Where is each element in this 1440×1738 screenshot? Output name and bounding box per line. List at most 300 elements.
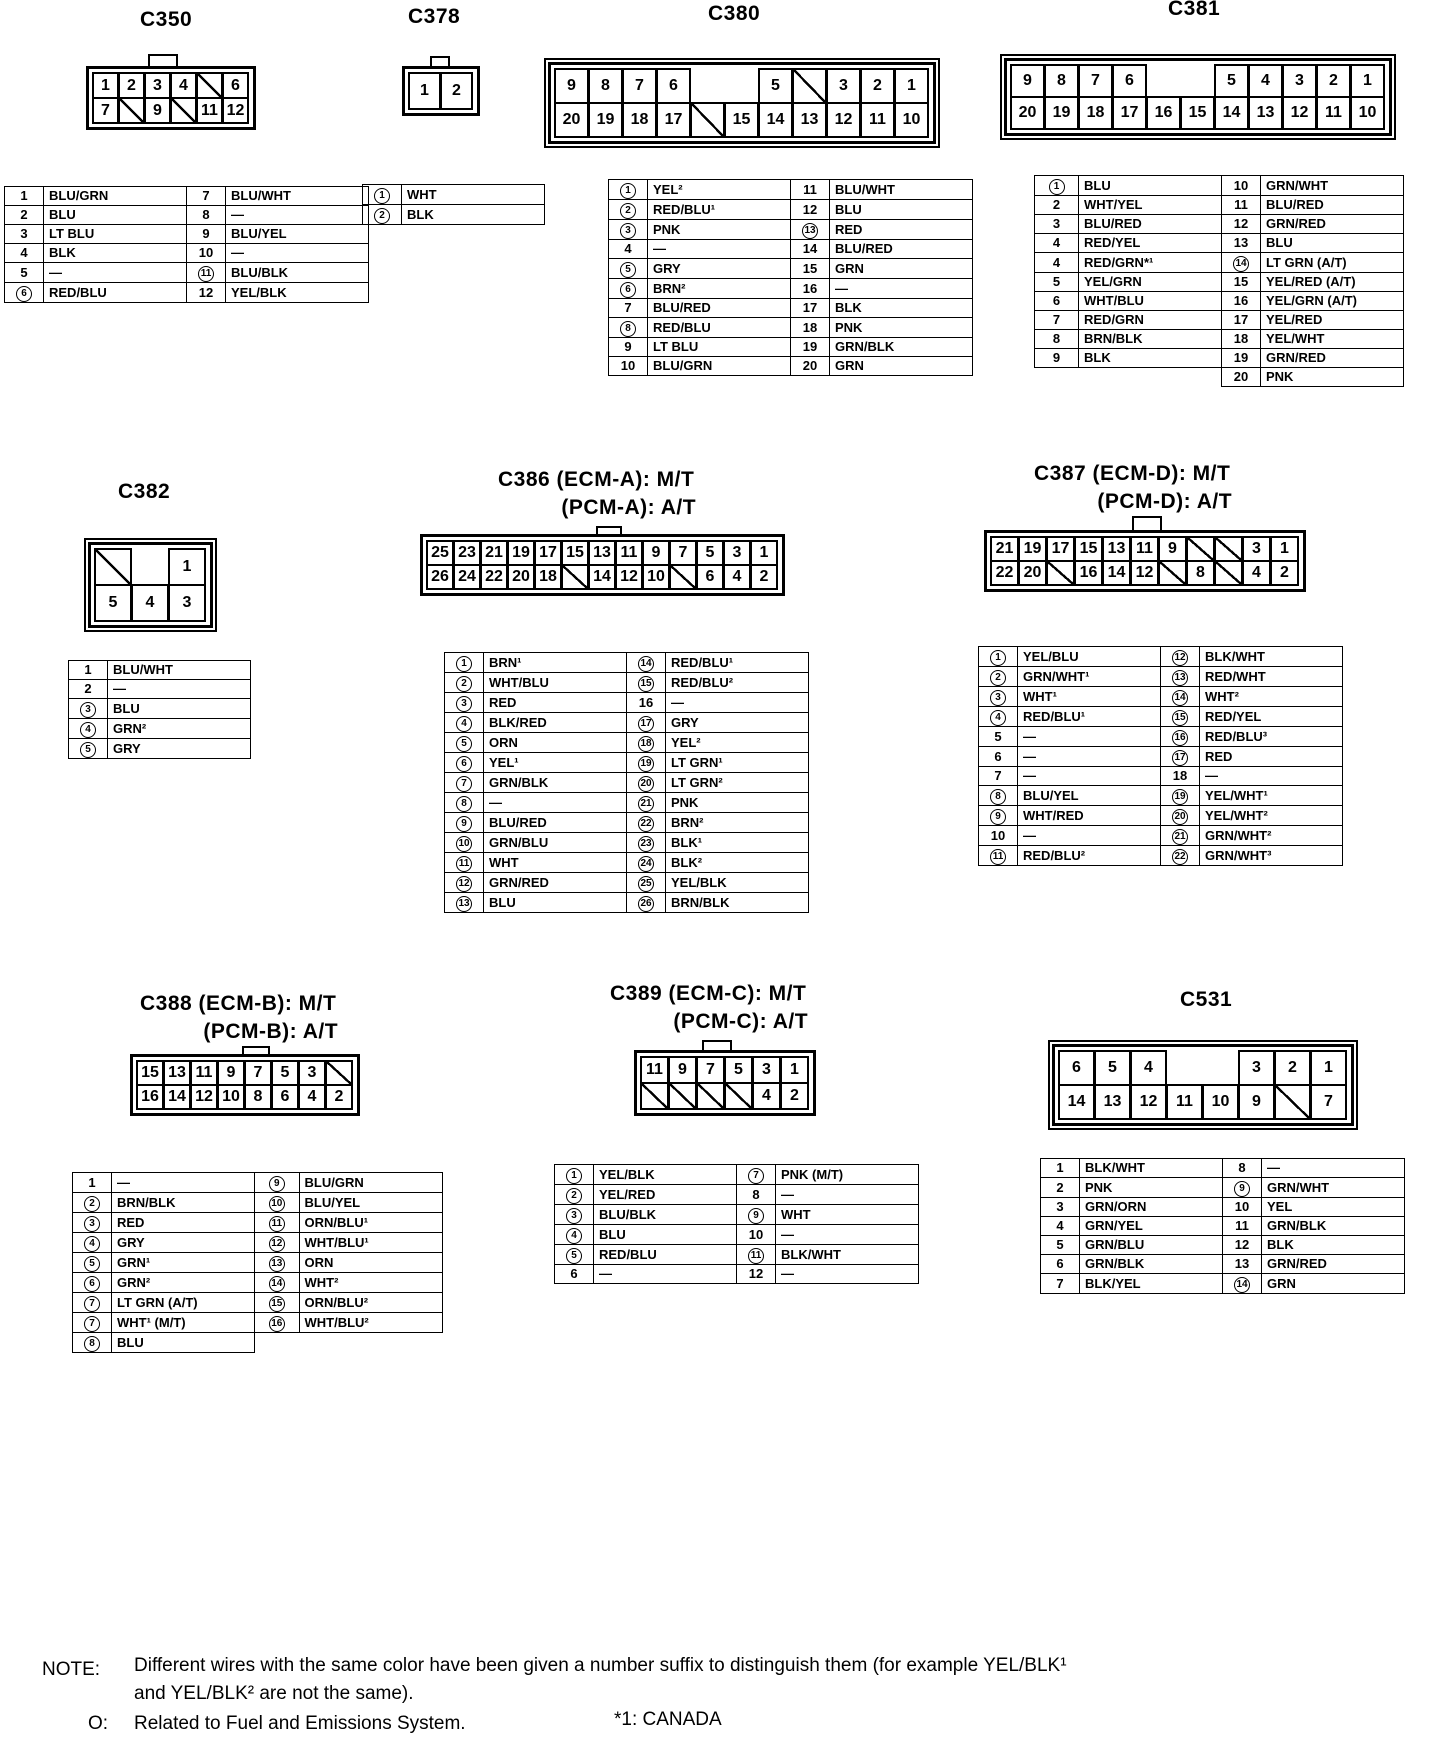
wire-color: RED/BLU³ <box>1200 727 1343 747</box>
table-row <box>445 693 809 713</box>
c382-pin-1: 1 <box>168 548 206 586</box>
c387-pin-21: 21 <box>990 536 1019 562</box>
c386-pin-17: 17 <box>534 540 562 566</box>
wire-color: WHT/BLU <box>1079 292 1222 311</box>
table-row <box>609 259 973 279</box>
wire-color: YEL/GRN <box>1079 273 1222 292</box>
pin-number: 5 <box>1052 274 1061 289</box>
c389-pin-unused <box>640 1082 669 1110</box>
c381-pin-17: 17 <box>1112 96 1147 130</box>
wire-color: GRN/RED <box>1262 1255 1405 1274</box>
table-row <box>445 733 809 753</box>
table-row <box>1035 292 1404 311</box>
wire-color: GRN/WHT¹ <box>1018 667 1161 687</box>
table-row <box>979 786 1343 806</box>
wire-color: — <box>226 244 369 263</box>
wire-color: RED/BLU¹ <box>1018 707 1161 727</box>
c531-pin-1: 1 <box>1310 1050 1347 1086</box>
table-row <box>609 357 973 376</box>
pin-number: 26 <box>638 896 654 912</box>
wire-color: LT GRN (A/T) <box>112 1293 255 1313</box>
pin-number: 15 <box>802 260 818 276</box>
wire-color: GRN/WHT <box>1261 176 1404 196</box>
wire-color: — <box>484 793 627 813</box>
c380-pin-20: 20 <box>554 102 589 138</box>
wire-color: YEL/WHT <box>1261 330 1404 349</box>
wire-color: BLK <box>402 205 545 225</box>
wire-color: GRN <box>830 259 973 279</box>
wire-color: BLU/RED <box>830 240 973 259</box>
pin-number: 7 <box>1056 1275 1064 1291</box>
c382-pin-5: 5 <box>94 584 132 622</box>
title-c378: C378 <box>408 5 461 28</box>
pin-number: 10 <box>198 245 214 260</box>
c380-pin-9: 9 <box>554 68 589 104</box>
wire-color: BLK <box>1079 349 1222 368</box>
table-row <box>979 647 1343 667</box>
table-row <box>73 1193 443 1213</box>
table-row <box>1035 273 1404 292</box>
wire-color: BLU/YEL <box>1018 786 1161 806</box>
table-row <box>1035 253 1404 273</box>
pin-number: 12 <box>1233 216 1249 231</box>
wire-color: RED/WHT <box>1200 667 1343 687</box>
c380-pin-12: 12 <box>826 102 861 138</box>
c387-pin-unused <box>1158 560 1187 586</box>
wire-color: BLK/WHT <box>1080 1159 1223 1178</box>
c350-pin-unused <box>196 72 223 99</box>
table-row <box>609 318 973 338</box>
pin-number: 10 <box>1234 1199 1250 1214</box>
table-row <box>1041 1178 1405 1198</box>
wire-color: BLK <box>830 299 973 318</box>
c387-pin-15: 15 <box>1074 536 1103 562</box>
c381-pin-table <box>1034 175 1404 387</box>
pin-number: 8 <box>752 1186 760 1202</box>
c531-pin-6: 6 <box>1058 1050 1095 1086</box>
pin-number: 7 <box>84 1316 100 1332</box>
c388-pin-6: 6 <box>271 1084 299 1110</box>
table-row <box>1041 1274 1405 1294</box>
pin-number: 8 <box>620 321 636 337</box>
wire-color: GRN² <box>108 719 251 739</box>
wire-color: GRY <box>112 1233 255 1253</box>
pin-number: 5 <box>620 262 636 278</box>
wire-color: BLU <box>112 1333 255 1353</box>
wire-color: GRN/WHT³ <box>1200 846 1343 866</box>
c386-pin-10: 10 <box>642 564 670 590</box>
c531-pin-9: 9 <box>1238 1084 1275 1120</box>
c382-pin-table <box>68 660 251 759</box>
pin-number: 11 <box>990 849 1006 865</box>
pin-number: 14 <box>269 1276 285 1292</box>
pin-number: 6 <box>1056 1256 1064 1271</box>
c350-pin-12: 12 <box>222 97 249 124</box>
c386-pin-table <box>444 652 809 913</box>
table-row <box>445 653 809 673</box>
c531-pin-14: 14 <box>1058 1084 1095 1120</box>
c381-pin-15: 15 <box>1180 96 1215 130</box>
pin-number: 10 <box>748 1226 764 1242</box>
wire-color: GRN/WHT <box>1262 1178 1405 1198</box>
wire-color: RED/YEL <box>1079 234 1222 253</box>
c381-pin-16: 16 <box>1146 96 1181 130</box>
wire-color: GRY <box>666 713 809 733</box>
table-row <box>609 220 973 240</box>
pin-number: 8 <box>1238 1160 1246 1175</box>
pin-number: 4 <box>20 245 28 260</box>
wire-color: PNK (M/T) <box>776 1165 919 1185</box>
pin-number: 6 <box>620 282 636 298</box>
pin-number: 21 <box>1172 829 1188 845</box>
pin-number: 6 <box>16 286 32 302</box>
wire-color: GRN/RED <box>1261 349 1404 368</box>
c386-pin-7: 7 <box>669 540 697 566</box>
wire-color: GRN/BLK <box>484 773 627 793</box>
table-row <box>979 687 1343 707</box>
wire-color: — <box>776 1185 919 1205</box>
pin-number: 5 <box>994 728 1002 744</box>
c386-pin-unused <box>669 564 697 590</box>
c386-pin-4: 4 <box>723 564 751 590</box>
pin-number: 13 <box>1234 1256 1250 1271</box>
c350-pin-1: 1 <box>92 72 119 99</box>
c381-pin-19: 19 <box>1044 96 1079 130</box>
c386-pin-25: 25 <box>426 540 454 566</box>
pin-number: 9 <box>748 1208 764 1224</box>
title-c387: C387 (ECM-D): M/T (PCM-D): A/T <box>1034 462 1233 513</box>
wire-color: ORN <box>299 1253 442 1273</box>
pin-number: 9 <box>202 226 210 241</box>
wire-color: ORN/BLU¹ <box>299 1213 442 1233</box>
pin-number: 9 <box>990 809 1006 825</box>
table-row <box>609 299 973 318</box>
wire-color: — <box>776 1225 919 1245</box>
c382-pin-gap <box>131 548 169 586</box>
pin-number: 1 <box>1056 1160 1064 1175</box>
c388-pin-15: 15 <box>136 1060 164 1086</box>
pin-number: 5 <box>20 264 28 280</box>
wire-color: YEL <box>1262 1198 1405 1217</box>
wire-color: RED/BLU¹ <box>666 653 809 673</box>
c531-pin-12: 12 <box>1130 1084 1167 1120</box>
wire-color: PNK <box>1080 1178 1223 1198</box>
table-row <box>1035 349 1404 368</box>
pin-number: 25 <box>638 876 654 892</box>
c378-pin-2: 2 <box>440 72 473 110</box>
wire-color: YEL/BLU <box>1018 647 1161 667</box>
title-c350: C350 <box>140 8 193 31</box>
c350-pin-table <box>4 186 369 303</box>
c381-pin-18: 18 <box>1078 96 1113 130</box>
wire-color: BRN² <box>648 279 791 299</box>
c382-pin-unused <box>94 548 132 586</box>
c380-pin-gap <box>724 68 759 104</box>
c386-pin-23: 23 <box>453 540 481 566</box>
wire-color: — <box>44 263 187 283</box>
table-row <box>555 1225 919 1245</box>
wire-color: RED/BLU <box>594 1245 737 1265</box>
legend-label: O: <box>88 1713 109 1734</box>
table-row <box>445 893 809 913</box>
pin-number: 19 <box>638 756 654 772</box>
wire-color: — <box>112 1173 255 1193</box>
wire-color: GRN <box>830 357 973 376</box>
pin-number: 3 <box>456 696 472 712</box>
pin-number: 11 <box>1235 1218 1249 1233</box>
pin-number: 1 <box>88 1174 96 1190</box>
wire-color: BLU/WHT <box>108 661 251 680</box>
table-row <box>73 1253 443 1273</box>
wire-color: BLK/WHT <box>1200 647 1343 667</box>
c531-pin-4: 4 <box>1130 1050 1167 1086</box>
pin-number: 16 <box>638 694 654 710</box>
c381-pin-13: 13 <box>1248 96 1283 130</box>
wire-color: BLU/YEL <box>226 225 369 244</box>
pin-number: 20 <box>1172 809 1188 825</box>
pin-number: 7 <box>456 776 472 792</box>
pin-number: 3 <box>20 226 28 241</box>
pin-number: 12 <box>748 1266 764 1281</box>
pin-number: 2 <box>1052 197 1061 212</box>
wire-color: GRN/BLK <box>830 338 973 357</box>
table-row <box>1041 1217 1405 1236</box>
pin-number: 2 <box>84 681 92 696</box>
wire-color: ORN <box>484 733 627 753</box>
wire-color: BLU/WHT <box>226 187 369 206</box>
c350-pin-unused <box>118 97 145 124</box>
c387-pin-unused <box>1214 536 1243 562</box>
c531-pin-2: 2 <box>1274 1050 1311 1086</box>
pin-number: 2 <box>84 1196 100 1212</box>
table-row <box>979 826 1343 846</box>
c388-pin-3: 3 <box>298 1060 326 1086</box>
table-row <box>1035 330 1404 349</box>
pin-number: 9 <box>1052 350 1061 365</box>
pin-number: 12 <box>1172 650 1188 666</box>
table-row <box>445 833 809 853</box>
c380-pin-14: 14 <box>758 102 793 138</box>
pin-number: 4 <box>456 716 472 732</box>
table-row <box>5 244 369 263</box>
c531-pin-11: 11 <box>1166 1084 1203 1120</box>
c380-pin-6: 6 <box>656 68 691 104</box>
c382-pin-3: 3 <box>168 584 206 622</box>
c381-pin-7: 7 <box>1078 64 1113 98</box>
pin-number: 3 <box>80 702 96 718</box>
pin-number: 16 <box>1172 730 1188 746</box>
pin-number: 7 <box>994 768 1002 783</box>
wire-color: RED <box>484 693 627 713</box>
pin-number: 11 <box>198 266 214 282</box>
c378-pin-table <box>362 184 545 225</box>
c386-pin-18: 18 <box>534 564 562 590</box>
c380-pin-19: 19 <box>588 102 623 138</box>
c531-pin-unused <box>1274 1084 1311 1120</box>
table-row <box>1041 1255 1405 1274</box>
c350-pin-unused <box>170 97 197 124</box>
wire-color: BLK/RED <box>484 713 627 733</box>
wire-color: GRY <box>108 739 251 759</box>
table-row <box>979 747 1343 767</box>
pin-number: 11 <box>456 856 472 872</box>
wire-color: — <box>1018 767 1161 786</box>
table-row <box>979 806 1343 826</box>
pin-number: 2 <box>566 1188 582 1204</box>
wire-color: BRN/BLK <box>112 1193 255 1213</box>
pin-number: 17 <box>638 716 654 732</box>
wire-color: — <box>1262 1159 1405 1178</box>
wire-color: YEL/RED <box>1261 311 1404 330</box>
c381-pin-20: 20 <box>1010 96 1045 130</box>
c386-pin-3: 3 <box>723 540 751 566</box>
wire-color: YEL² <box>666 733 809 753</box>
wire-color: YEL/BLK <box>226 283 369 303</box>
table-row <box>73 1273 443 1293</box>
wire-color: WHT/BLU² <box>299 1313 442 1333</box>
c380-pin-8: 8 <box>588 68 623 104</box>
c531-pin-gap <box>1202 1050 1239 1086</box>
wire-color: BLU/GRN <box>648 357 791 376</box>
pin-number: 15 <box>638 676 654 692</box>
wire-color: BLK <box>1262 1236 1405 1255</box>
pin-number: 14 <box>638 656 654 672</box>
c388-pin-unused <box>325 1060 353 1086</box>
pin-number: 7 <box>1052 312 1061 327</box>
c381-pin-10: 10 <box>1350 96 1385 130</box>
c386-pin-unused <box>561 564 589 590</box>
pin-number: 3 <box>990 690 1006 706</box>
wire-color: BLU <box>108 699 251 719</box>
pin-number: 9 <box>1234 1181 1250 1197</box>
table-row <box>445 713 809 733</box>
table-row <box>979 767 1343 786</box>
pin-number: 17 <box>802 300 818 315</box>
pin-number: 2 <box>620 203 636 219</box>
pin-number: 12 <box>456 876 472 892</box>
wire-color: LT BLU <box>44 225 187 244</box>
c380-pin-11: 11 <box>860 102 895 138</box>
pin-number: 4 <box>80 722 96 738</box>
c387-pin-unused <box>1214 560 1243 586</box>
c389-pin-9: 9 <box>668 1056 697 1084</box>
pin-number: 19 <box>1172 789 1188 805</box>
wire-color: RED/BLU <box>648 318 791 338</box>
pin-number: 12 <box>269 1236 285 1252</box>
pin-number: 14 <box>802 241 818 256</box>
wire-color: GRN/BLU <box>1080 1236 1223 1255</box>
pin-number: 2 <box>374 208 390 224</box>
wire-color: BLU/RED <box>1261 196 1404 215</box>
pin-number: 8 <box>202 207 210 222</box>
table-row <box>609 240 973 259</box>
table-row <box>609 200 973 220</box>
pin-number: 5 <box>80 742 96 758</box>
c381-pin-8: 8 <box>1044 64 1079 98</box>
wire-color: YEL¹ <box>484 753 627 773</box>
pin-number: 1 <box>374 188 390 204</box>
table-row <box>555 1205 919 1225</box>
wire-color: BLU <box>484 893 627 913</box>
pin-number: 10 <box>620 358 636 373</box>
c381-pin-3: 3 <box>1282 64 1317 98</box>
wire-color: BRN/BLK <box>1079 330 1222 349</box>
wire-color: YEL/GRN (A/T) <box>1261 292 1404 311</box>
c389-pin-unused <box>696 1082 725 1110</box>
wire-color: BLU/GRN <box>299 1173 442 1193</box>
c387-pin-4: 4 <box>1242 560 1271 586</box>
c380-pin-unused <box>792 68 827 104</box>
c388-pin-7: 7 <box>244 1060 272 1086</box>
pin-number: 2 <box>990 670 1006 686</box>
c389-pin-11: 11 <box>640 1056 669 1084</box>
table-row <box>555 1185 919 1205</box>
pin-number: 13 <box>269 1256 285 1272</box>
table-row <box>1035 368 1404 387</box>
pin-number: 3 <box>620 223 636 239</box>
table-row <box>609 180 973 200</box>
wire-color: YEL/RED <box>594 1185 737 1205</box>
c387-pin-17: 17 <box>1046 536 1075 562</box>
c387-pin-12: 12 <box>1130 560 1159 586</box>
pin-number: 12 <box>198 284 214 300</box>
c380-pin-table <box>608 179 973 376</box>
pin-number: 20 <box>638 776 654 792</box>
wire-color: RED/BLU² <box>666 673 809 693</box>
pin-number: 15 <box>1233 274 1249 289</box>
wire-color: BLU/BLK <box>594 1205 737 1225</box>
c387-pin-22: 22 <box>990 560 1019 586</box>
wire-color: YEL/BLK <box>666 873 809 893</box>
c386-pin-19: 19 <box>507 540 535 566</box>
c380-pin-2: 2 <box>860 68 895 104</box>
pin-number: 11 <box>748 1248 764 1264</box>
pin-number: 8 <box>1052 331 1061 346</box>
table-row <box>555 1165 919 1185</box>
pin-number: 16 <box>269 1316 285 1332</box>
wire-color: GRN/BLU <box>484 833 627 853</box>
table-row <box>1035 215 1404 234</box>
table-row <box>1041 1198 1405 1217</box>
pin-number: 8 <box>456 796 472 812</box>
pin-number: 18 <box>638 736 654 752</box>
c387-pin-3: 3 <box>1242 536 1271 562</box>
table-row <box>609 279 973 299</box>
title-c382: C382 <box>118 480 171 503</box>
note-text: Different wires with the same color have been given a number suffix to distinguish them (for example YEL/BLK¹ and YEL/BLK² are not the same). <box>134 1655 1067 1704</box>
c387-pin-16: 16 <box>1074 560 1103 586</box>
wire-color: WHT/YEL <box>1079 196 1222 215</box>
wire-color: YEL/RED (A/T) <box>1261 273 1404 292</box>
wire-color: YEL/WHT¹ <box>1200 786 1343 806</box>
wire-color: BLU/RED <box>648 299 791 318</box>
c387-pin-8: 8 <box>1186 560 1215 586</box>
wire-color: WHT <box>776 1205 919 1225</box>
c389-pin-7: 7 <box>696 1056 725 1084</box>
wire-color: BLK¹ <box>666 833 809 853</box>
c387-pin-11: 11 <box>1130 536 1159 562</box>
wire-color: BRN/BLK <box>666 893 809 913</box>
pin-number: 4 <box>1056 1218 1064 1233</box>
title-c388: C388 (ECM-B): M/T (PCM-B): A/T <box>140 992 339 1043</box>
table-row <box>445 873 809 893</box>
wire-color: WHT <box>484 853 627 873</box>
c389-pin-1: 1 <box>780 1056 809 1084</box>
wire-color: BLK <box>44 244 187 263</box>
table-row <box>445 753 809 773</box>
table-row <box>73 1173 443 1193</box>
wire-color: — <box>594 1265 737 1284</box>
